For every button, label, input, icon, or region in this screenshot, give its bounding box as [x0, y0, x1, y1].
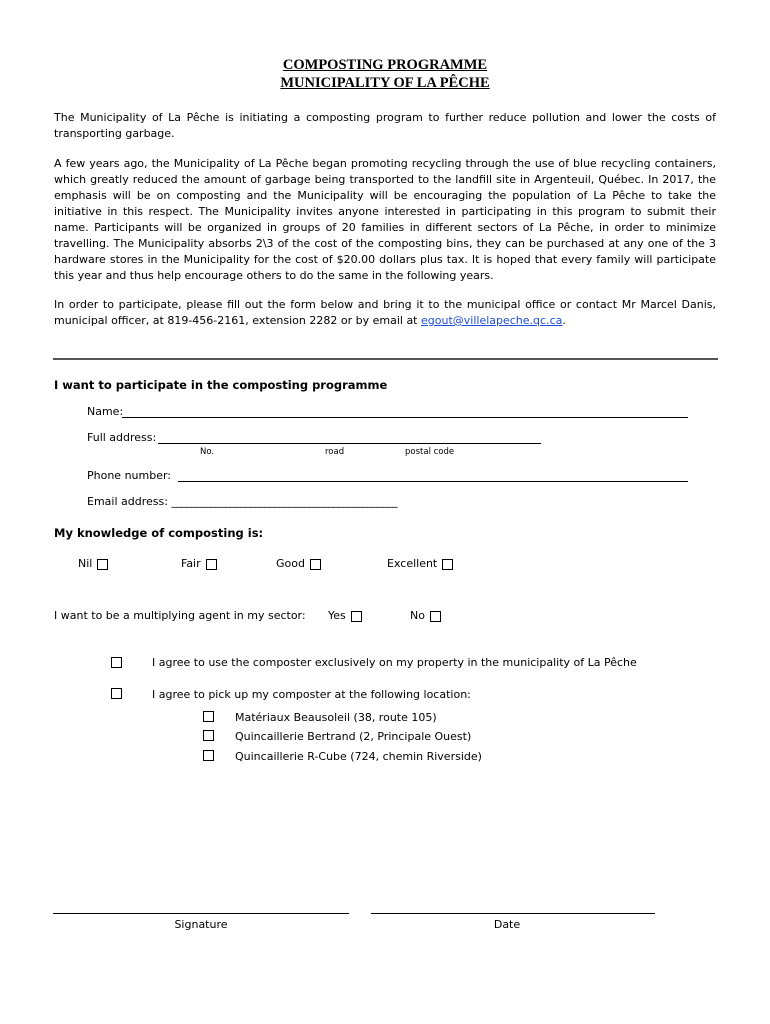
document-title-line1: COMPOSTING PROGRAMME: [282, 57, 488, 73]
date-label: Date: [493, 918, 521, 931]
knowledge-heading: My knowledge of composting is:: [54, 526, 264, 540]
location-bertrand-label: Quincaillerie Bertrand (2, Principale Ouest): [235, 730, 472, 743]
knowledge-option-label: Good: [276, 557, 305, 570]
agree-exclusive-use-label: I agree to use the composter exclusively on my property in the municipality of La Pêche: [152, 656, 637, 669]
checkbox-fair[interactable]: [206, 559, 217, 570]
multiplying-yes-label: Yes: [328, 609, 346, 622]
address-field-line[interactable]: [158, 443, 541, 444]
checkbox-good[interactable]: [310, 559, 321, 570]
intro-paragraph-3: [54, 297, 716, 329]
name-label: Name:: [87, 405, 124, 418]
name-field-line[interactable]: [122, 417, 688, 418]
knowledge-option-label: Fair: [181, 557, 201, 570]
date-line[interactable]: [371, 913, 655, 914]
phone-field-line[interactable]: [178, 481, 688, 482]
email-field[interactable]: [87, 495, 397, 509]
address-sub-number: No.: [200, 447, 215, 457]
contact-text-end: .: [562, 314, 566, 327]
signature-line[interactable]: [53, 913, 349, 914]
knowledge-option-label: Excellent: [387, 557, 438, 570]
checkbox-no[interactable]: [430, 611, 441, 622]
agree-pickup-label: I agree to pick up my composter at the following location:: [152, 688, 471, 701]
multiplying-no-label: No: [410, 609, 425, 622]
checkbox-excellent[interactable]: [442, 559, 453, 570]
checkbox-location-beausoleil[interactable]: [203, 711, 214, 722]
knowledge-option-nil[interactable]: [78, 557, 108, 571]
multiplying-yes-option[interactable]: [328, 609, 362, 623]
knowledge-option-label: Nil: [78, 557, 93, 570]
knowledge-option-excellent[interactable]: [387, 557, 453, 571]
email-label: Email address:: [87, 495, 172, 508]
checkbox-nil[interactable]: [97, 559, 108, 570]
multiplying-no-option[interactable]: [410, 609, 441, 623]
location-rcube-label: Quincaillerie R-Cube (724, chemin Riverside): [235, 750, 482, 763]
address-sub-road: road: [325, 447, 345, 457]
contact-email-link[interactable]: egout@villelapeche.qc.ca: [421, 314, 563, 327]
intro-paragraph-1: The Municipality of La Pêche is initiating a composting program to further reduce pollution and lower the costs of transporting garbage.: [54, 111, 716, 140]
email-underscores: ______________________________________________: [171, 495, 397, 508]
address-label: Full address:: [87, 431, 157, 444]
checkbox-agree-exclusive-use[interactable]: [111, 657, 122, 668]
checkbox-location-bertrand[interactable]: [203, 730, 214, 741]
knowledge-option-good[interactable]: [276, 557, 321, 571]
checkbox-location-rcube[interactable]: [203, 750, 214, 761]
document-title-line2: MUNICIPALITY OF LA PÊCHE: [280, 75, 490, 91]
multiplying-question: I want to be a multiplying agent in my sector:: [54, 609, 306, 622]
knowledge-option-fair[interactable]: [181, 557, 217, 571]
signature-label: Signature: [174, 918, 228, 931]
intro-paragraph-2: A few years ago, the Municipality of La Pêche began promoting recycling through the use of blue recycling containers, which greatly reduced the amount of garbage being transported to the landfill site in Argenteuil, Québec. In 2017, the emphasis will be on composting and the Municipality will be encouraging the population of La Pêche to take the initiative in this respect. The Municipality invites anyone interested in participating in this program to submit their name. Participants will be organized in groups of 20 families in different sectors of La Pêche, in order to minimize travelling. The Municipality absorbs 2\3 of the cost of the composting bins, they can be purchased at any one of the 3 hardware stores in the Municipality for the cost of $20.00 dollars plus tax. It is hoped that every family will participate this year and thus help encourage others to do the same in the following years.: [54, 157, 716, 282]
location-beausoleil-label: Matériaux Beausoleil (38, route 105): [235, 711, 437, 724]
address-sub-postal: postal code: [405, 447, 455, 457]
checkbox-agree-pickup[interactable]: [111, 688, 122, 699]
checkbox-yes[interactable]: [351, 611, 362, 622]
phone-label: Phone number:: [87, 469, 172, 482]
form-heading: I want to participate in the composting programme: [54, 378, 388, 392]
section-divider: [53, 358, 718, 360]
contact-text: In order to participate, please fill out the form below and bring it to the municipal office or contact Mr Marcel Danis, municipal officer, at 819-456-2161, extension 2282 or by email at: [54, 298, 716, 327]
